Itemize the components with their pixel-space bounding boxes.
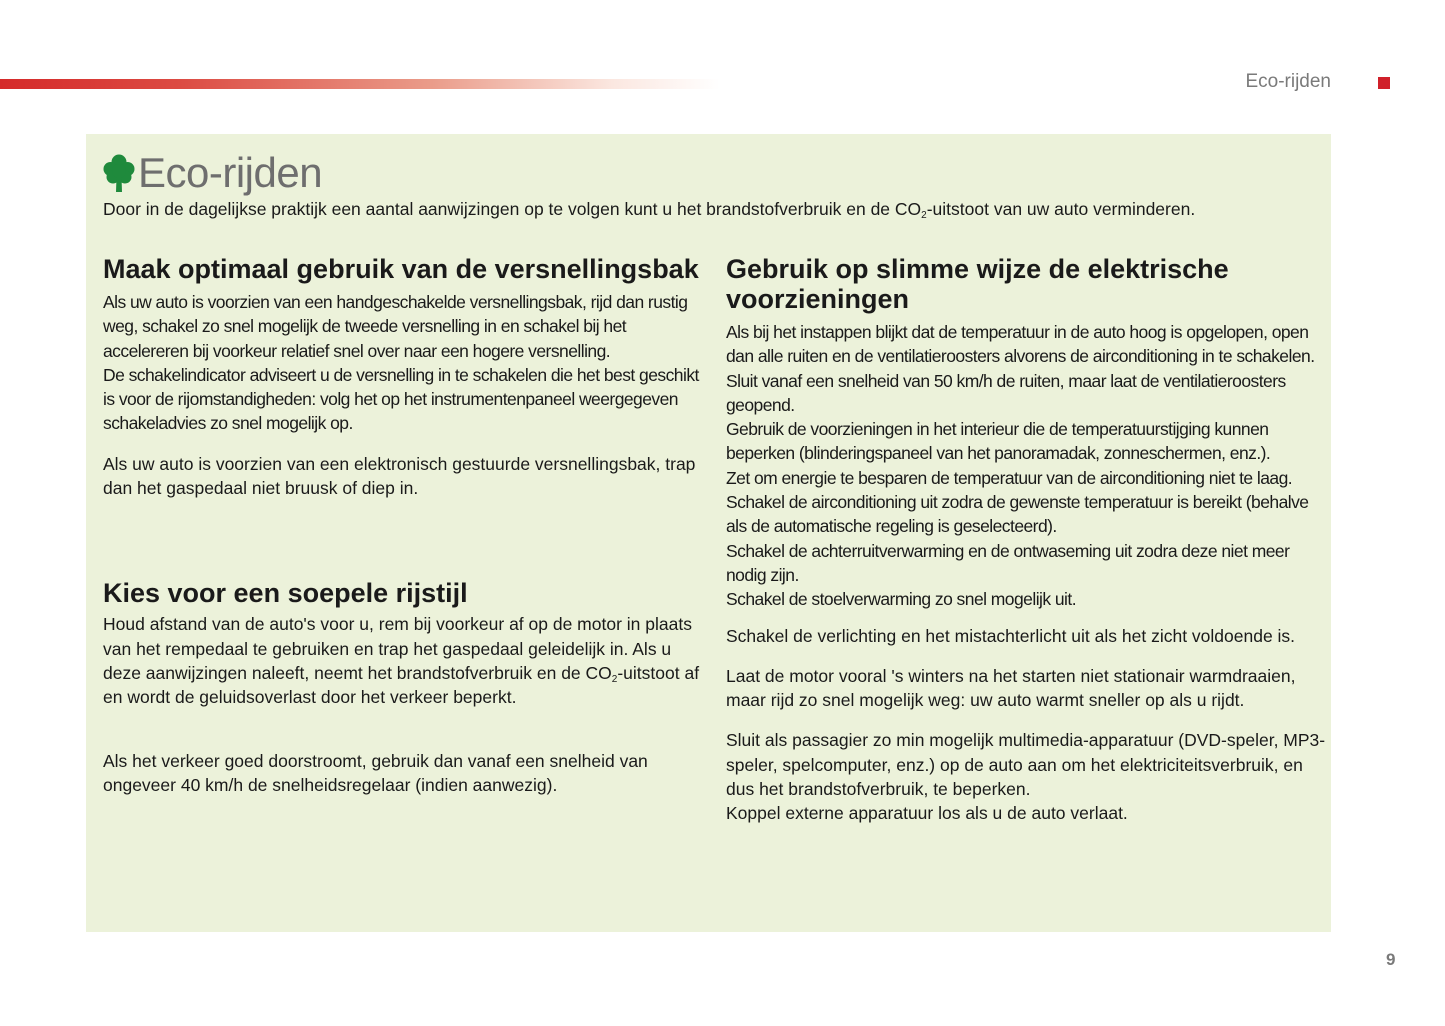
intro-text: Door in de dagelijkse praktijk een aantal aanwijzingen op te volgen kunt u het brandstofverbruik en de $CO_2$-uitstoot van uw auto verminderen. bbox=[103, 199, 1196, 221]
electrical-paragraph-9: Laat de motor vooral 's winters na het starten niet stationair warmdraaien, maar rijd zo snel mogelijk weg: uw auto warmt sneller op als u rijdt. bbox=[726, 665, 1296, 711]
section-heading-driving-style: Kies voor een soepele rijstijl bbox=[103, 578, 468, 609]
driving-style-paragraph-1: Houd afstand van de auto's voor u, rem bij voorkeur af op de motor in plaats van het rempedaal te gebruiken en trap het gaspedaal geleidelijk in. Als u deze aanwijzingen naleeft, neemt het brandstofverbruik en de $CO_2$-uitstoot af en wordt de geluidsoverlast door het verkeer beperkt. bbox=[103, 614, 700, 708]
electrical-paragraph-8: Schakel de verlichting en het mistachterlicht uit als het zicht voldoende is. bbox=[726, 625, 1296, 646]
page-title: Eco-rijden bbox=[138, 149, 323, 196]
right-column bbox=[726, 254, 1326, 826]
title-row bbox=[103, 148, 322, 198]
content-panel bbox=[86, 134, 1331, 932]
electrical-paragraph-11: Koppel externe apparatuur los als u de auto verlaat. bbox=[726, 803, 1128, 824]
gearbox-paragraph-3: Als uw auto is voorzien van een elektronisch gestuurde versnellingsbak, trap dan het gaspedaal niet bruusk of diep in. bbox=[103, 453, 696, 499]
left-column bbox=[103, 254, 703, 797]
section-heading-gearbox: Maak optimaal gebruik van de versnellingsbak bbox=[103, 254, 699, 284]
gearbox-paragraph-1: Als uw auto is voorzien van een handgeschakelde versnellingsbak, rijd dan rustig weg, schakel zo snel mogelijk de tweede versnelling in en schakel bij het accelereren bij voorkeur relatief snel over naar een hogere versnelling. bbox=[103, 292, 688, 361]
header-marker bbox=[1378, 77, 1390, 89]
electrical-paragraph-10: Sluit als passagier zo min mogelijk multimedia-apparatuur (DVD-speler, MP3-speler, spelcomputer, enz.) op de auto aan om het elektriciteitsverbruik, en dus het brandstofverbruik, te beperken. bbox=[726, 730, 1326, 800]
header-section-title: Eco-rijden bbox=[1245, 71, 1331, 92]
gearbox-paragraph-2: De schakelindicator adviseert u de versnelling in te schakelen die het best geschikt is voor de rijomstandigheden: volg het op het instrumentenpaneel weergegeven schakeladvies zo snel mogelijk op. bbox=[103, 364, 699, 434]
header-accent-bar bbox=[0, 79, 720, 89]
electrical-paragraph-5: Schakel de airconditioning uit zodra de gewenste temperatuur is bereikt (behalve als de automatische regeling is geselecteerd). bbox=[726, 492, 1309, 537]
electrical-paragraph-3: Gebruik de voorzieningen in het interieur die de temperatuurstijging kunnen beperken (blinderingspaneel van het panoramadak, zonneschermen, enz.). bbox=[726, 419, 1271, 464]
page-number: 9 bbox=[1386, 950, 1396, 969]
section-heading-electrical: Gebruik op slimme wijze de elektrische voorzieningen bbox=[726, 254, 1229, 314]
electrical-paragraph-4: Zet om energie te besparen de temperatuur van de airconditioning niet te laag. bbox=[726, 467, 1293, 488]
electrical-paragraph-2: Sluit vanaf een snelheid van 50 km/h de ruiten, maar laat de ventilatieroosters geopend. bbox=[726, 370, 1286, 415]
tree-icon bbox=[103, 153, 135, 193]
electrical-paragraph-7: Schakel de stoelverwarming zo snel mogelijk uit. bbox=[726, 589, 1077, 610]
driving-style-paragraph-2: Als het verkeer goed doorstroomt, gebruik dan vanaf een snelheid van ongeveer 40 km/h de snelheidsregelaar (indien aanwezig). bbox=[103, 750, 648, 795]
electrical-paragraph-1: Als bij het instappen blijkt dat de temperatuur in de auto hoog is opgelopen, open dan alle ruiten en de ventilatieroosters alvorens de airconditioning in te schakelen. bbox=[726, 322, 1315, 367]
electrical-paragraph-6: Schakel de achterruitverwarming en de ontwaseming uit zodra deze niet meer nodig zijn. bbox=[726, 540, 1290, 585]
